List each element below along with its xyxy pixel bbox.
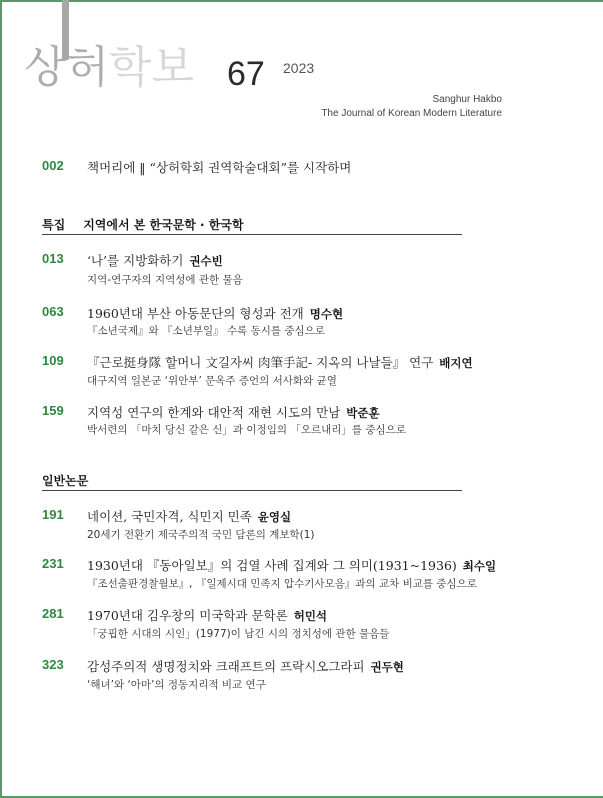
article-subtitle: 지역-연구자의 지역성에 관한 물음 [87, 274, 243, 286]
toc-title [87, 657, 404, 675]
article-subtitle: 대구지역 일본군 ‘위안부’ 문옥주 증언의 서사화와 균열 [87, 375, 337, 387]
toc-page: 109 [42, 353, 64, 368]
toc-page: 159 [42, 403, 64, 418]
special-theme: 지역에서 본 한국문학 · 한국학 [83, 218, 244, 232]
article-subtitle: 「궁핍한 시대의 시인」(1977)이 남긴 시의 정치성에 관한 물음들 [87, 628, 390, 640]
toc-title [87, 304, 343, 322]
general-section-rule [42, 490, 462, 491]
toc-title [87, 251, 223, 269]
publication-year: 2023 [283, 60, 315, 76]
article-author: 배지연 [439, 356, 473, 370]
preface-title: 책머리에 ‖ “상허학회 권역학술대회”를 시작하며 [87, 160, 352, 175]
special-section-header [42, 216, 244, 233]
logo-char-4: 보 [151, 42, 195, 93]
logo-char-2: 허 [66, 42, 110, 93]
article-subtitle: ‘해녀’와 ‘아마’의 정동지리적 비교 연구 [87, 679, 266, 691]
article-subtitle: 20세기 전환기 제국주의적 국민 담론의 계보학(1) [87, 529, 315, 541]
toc-page: 063 [42, 304, 64, 319]
article-title: 감성주의적 생명정치와 크래프트의 프락시오그라피 [87, 659, 365, 674]
journal-name-en: Sanghur Hakbo [432, 94, 502, 105]
general-section-header [42, 472, 88, 489]
volume-number: 67 [227, 55, 265, 93]
article-author: 권두현 [370, 660, 404, 674]
article-title: 1960년대 부산 아동문단의 형성과 전개 [87, 306, 304, 321]
toc-page: 191 [42, 507, 64, 522]
toc-title [87, 556, 496, 574]
journal-subtitle-en: The Journal of Korean Modern Literature [321, 108, 502, 119]
article-author: 박준훈 [346, 406, 380, 420]
article-subtitle: 박서련의 「마치 당신 같은 신」과 이정임의 「오르내리」를 중심으로 [87, 424, 406, 436]
journal-logo [24, 38, 194, 98]
article-title: 네이션, 국민자격, 식민지 민족 [87, 509, 252, 524]
toc-page: 013 [42, 251, 64, 266]
article-author: 윤영실 [257, 510, 292, 524]
article-author: 명수현 [309, 307, 344, 321]
article-title: 지역성 연구의 한계와 대안적 재현 시도의 만남 [87, 405, 341, 420]
toc-page: 323 [42, 657, 64, 672]
logo-char-1: 상 [24, 42, 67, 93]
toc-page: 281 [42, 606, 64, 621]
article-subtitle: 『조선출판경찰월보』, 『일제시대 민족지 압수기사모음』과의 교차 비교를 중심으로 [87, 578, 477, 590]
toc-title [87, 606, 327, 624]
special-label: 특집 [42, 218, 66, 232]
article-author: 권수빈 [189, 254, 223, 268]
article-title: 『근로挺身隊 할머니 文길자씨 肉筆手記- 지옥의 나날들』 연구 [87, 355, 434, 370]
logo-char-3: 학 [109, 42, 152, 93]
article-subtitle: 『소년국제』와 『소년부일』 수록 동시를 중심으로 [87, 325, 325, 337]
article-title: 1970년대 김우창의 미국학과 문학론 [87, 608, 288, 623]
toc-title [87, 353, 473, 371]
toc-page: 231 [42, 556, 64, 571]
toc-title [87, 507, 291, 525]
frame-top-border [0, 0, 603, 2]
preface-page: 002 [42, 158, 64, 173]
special-section-rule [42, 234, 462, 235]
article-title: 1930년대 『동아일보』의 검열 사례 집계와 그 의미(1931~1936) [87, 558, 457, 573]
article-author: 최수일 [462, 559, 497, 573]
toc-title [87, 403, 380, 421]
general-label: 일반논문 [42, 474, 89, 488]
frame-left-border [0, 0, 2, 798]
article-author: 허민석 [293, 609, 328, 623]
article-title: ‘나’를 지방화하기 [87, 253, 184, 268]
